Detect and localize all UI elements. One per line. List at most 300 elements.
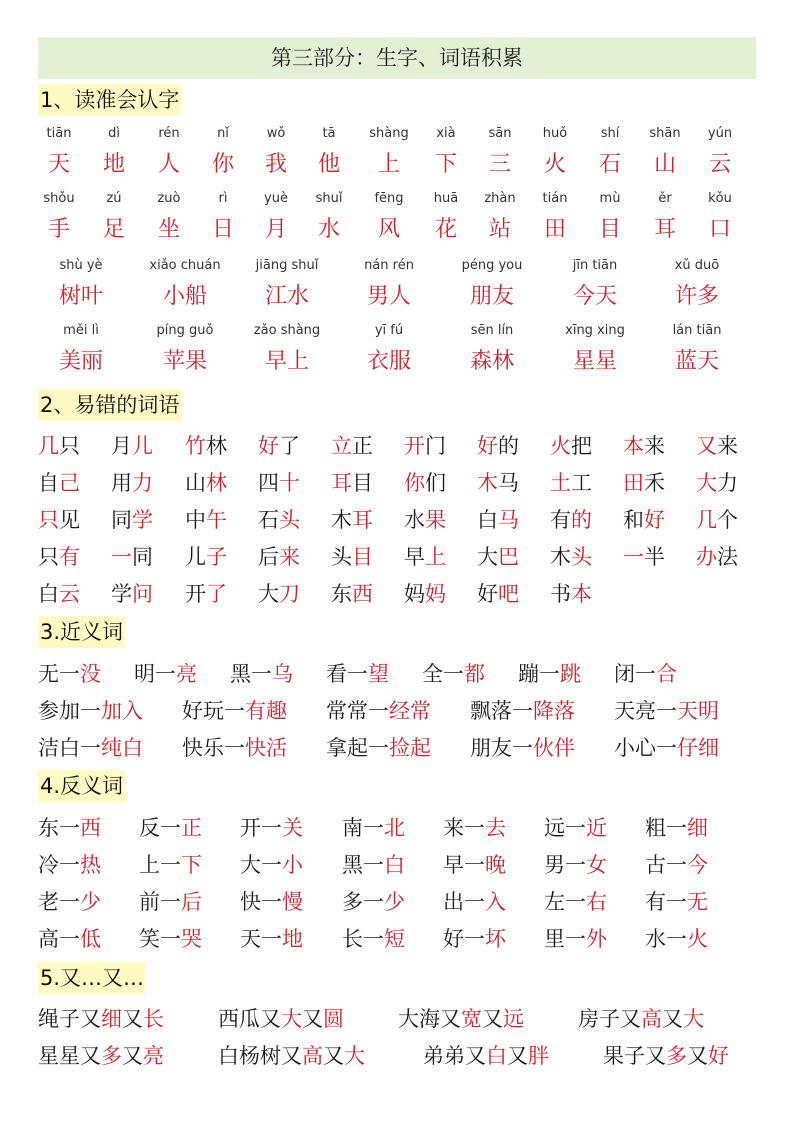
- character: 月: [264, 217, 288, 242]
- word-part: 了: [279, 434, 300, 458]
- word-part: 晚: [485, 853, 506, 877]
- word: [38, 1003, 164, 1035]
- word-part: 自: [38, 471, 59, 495]
- pinyin: kǒu: [708, 191, 732, 206]
- word-row: [0, 923, 794, 955]
- word: [696, 504, 738, 536]
- word-part: 好: [708, 1044, 729, 1068]
- word-part: 目: [352, 471, 373, 495]
- pinyin: xià: [436, 126, 456, 141]
- word-part: 立: [331, 434, 352, 458]
- word-part: 只: [59, 434, 80, 458]
- word: [443, 849, 506, 881]
- character: 三: [488, 152, 512, 177]
- word-part: 门: [425, 434, 446, 458]
- pinyin: wǒ: [266, 126, 286, 141]
- word-part: 一: [111, 545, 132, 569]
- pinyin: lán tiān: [672, 323, 722, 338]
- pinyin: shí: [600, 126, 620, 141]
- word-part: 午: [206, 508, 227, 532]
- word-part: 妈: [404, 582, 425, 606]
- word-part: 小心一: [614, 736, 677, 760]
- word-part: 的: [498, 434, 519, 458]
- word-part: 妈: [425, 582, 446, 606]
- pinyin: zuò: [157, 191, 181, 206]
- word-part: 又: [687, 1044, 708, 1068]
- word: [38, 467, 80, 499]
- character: 云: [708, 152, 732, 177]
- word-part: 无一: [38, 662, 80, 686]
- word: [185, 430, 227, 462]
- word-part: 西: [352, 582, 373, 606]
- word-part: 乌: [272, 662, 293, 686]
- word: [404, 578, 446, 610]
- word-part: 仔细: [677, 736, 719, 760]
- character: 石: [598, 152, 622, 177]
- word-part: 跳: [560, 662, 581, 686]
- word-part: 的: [571, 508, 592, 532]
- word: [38, 923, 101, 955]
- pinyin: yún: [707, 126, 733, 141]
- word-part: 黑一: [230, 662, 272, 686]
- pinyin: xǔ duō: [674, 258, 720, 273]
- word: [182, 695, 287, 727]
- word-part: 又: [122, 1044, 143, 1068]
- word-part: 入: [485, 890, 506, 914]
- word: [230, 658, 293, 690]
- character: 蓝天: [674, 349, 720, 374]
- word-part: 头: [571, 545, 592, 569]
- word-part: 快一: [240, 890, 282, 914]
- word: [134, 658, 197, 690]
- word-part: 学: [111, 582, 132, 606]
- pinyin: rén: [158, 126, 180, 141]
- word-part: 有趣: [245, 699, 287, 723]
- word-part: 正: [352, 434, 373, 458]
- word: [182, 732, 287, 764]
- word: [623, 541, 665, 573]
- word: [470, 732, 575, 764]
- word-part: 有: [59, 545, 80, 569]
- word-part: 早一: [443, 853, 485, 877]
- word: [614, 695, 719, 727]
- word-part: 好: [477, 434, 498, 458]
- word: [614, 732, 719, 764]
- word-part: 个: [717, 508, 738, 532]
- word-part: 合: [656, 662, 677, 686]
- word: [331, 578, 373, 610]
- pinyin: shù yè: [59, 258, 103, 273]
- word: [139, 849, 202, 881]
- word-part: 力: [132, 471, 153, 495]
- word: [423, 1040, 549, 1072]
- word-part: 笑一: [139, 927, 181, 951]
- word-part: 热: [80, 853, 101, 877]
- character-row: [0, 149, 794, 181]
- word: [404, 467, 446, 499]
- word-part: 你: [404, 471, 425, 495]
- word-part: 刀: [279, 582, 300, 606]
- word: [404, 541, 446, 573]
- word: [477, 467, 519, 499]
- word-part: 黑一: [342, 853, 384, 877]
- word-part: 又: [482, 1007, 503, 1031]
- word-part: 近: [586, 816, 607, 840]
- word-part: 大海又: [398, 1007, 461, 1031]
- word-part: 都: [464, 662, 485, 686]
- pinyin: xīng xing: [565, 323, 625, 338]
- word: [139, 886, 202, 918]
- word-part: 捡起: [389, 736, 431, 760]
- word-part: 参加一: [38, 699, 101, 723]
- word: [578, 1003, 704, 1035]
- word-part: 来: [717, 434, 738, 458]
- word-part: 天明: [677, 699, 719, 723]
- character: 天: [47, 152, 71, 177]
- word-part: 后: [258, 545, 279, 569]
- character-row: [0, 346, 794, 378]
- word-part: 水一: [645, 927, 687, 951]
- word-part: 白杨树又: [218, 1044, 302, 1068]
- word-part: 儿: [132, 434, 153, 458]
- word-part: 快活: [245, 736, 287, 760]
- character: 江水: [264, 284, 310, 309]
- word: [477, 578, 519, 610]
- word-part: 多一: [342, 890, 384, 914]
- pinyin: rì: [218, 191, 228, 206]
- word: [240, 812, 303, 844]
- word-part: 白: [486, 1044, 507, 1068]
- pinyin: shàng: [369, 126, 409, 141]
- word-part: 上: [425, 545, 446, 569]
- word: [38, 541, 80, 573]
- word: [331, 430, 373, 462]
- word-part: 四: [258, 471, 279, 495]
- word-part: 多: [101, 1044, 122, 1068]
- word-part: 南一: [342, 816, 384, 840]
- word: [326, 695, 431, 727]
- word-part: 法: [717, 545, 738, 569]
- word: [38, 430, 80, 462]
- word-part: 来: [644, 434, 665, 458]
- word-part: 又: [122, 1007, 143, 1031]
- word-part: 己: [59, 471, 80, 495]
- word: [518, 658, 581, 690]
- word: [544, 886, 607, 918]
- word-part: 多: [666, 1044, 687, 1068]
- word-part: 中: [185, 508, 206, 532]
- word-part: 出一: [443, 890, 485, 914]
- word: [258, 504, 300, 536]
- word-part: 老一: [38, 890, 80, 914]
- word-part: 有一: [645, 890, 687, 914]
- word: [342, 886, 405, 918]
- word-part: 高: [302, 1044, 323, 1068]
- word-part: 拿起一: [326, 736, 389, 760]
- word: [623, 467, 665, 499]
- pinyin: sēn lín: [470, 323, 514, 338]
- word-part: 子: [206, 545, 227, 569]
- word: [443, 923, 506, 955]
- word: [258, 430, 300, 462]
- pinyin-row: [0, 256, 794, 276]
- word-row: [0, 578, 794, 610]
- word-part: 头: [279, 508, 300, 532]
- character: 山: [653, 152, 677, 177]
- word: [240, 849, 303, 881]
- word: [443, 812, 506, 844]
- word: [477, 430, 519, 462]
- word-row: [0, 504, 794, 536]
- word-part: 宽: [461, 1007, 482, 1031]
- word-part: 白: [477, 508, 498, 532]
- word-part: 哭: [181, 927, 202, 951]
- word: [477, 504, 519, 536]
- word-part: 山: [185, 471, 206, 495]
- word-part: 又: [507, 1044, 528, 1068]
- character: 星星: [572, 349, 618, 374]
- word-part: 北: [384, 816, 405, 840]
- word-part: 短: [384, 927, 405, 951]
- pinyin: zǎo shàng: [253, 323, 321, 338]
- word-part: 林: [206, 471, 227, 495]
- word-part: 了: [206, 582, 227, 606]
- pinyin: měi lì: [63, 323, 99, 338]
- word-part: 闭一: [614, 662, 656, 686]
- word-part: 常常一: [326, 699, 389, 723]
- word-part: 弟弟又: [423, 1044, 486, 1068]
- word-part: 田: [623, 471, 644, 495]
- pinyin-row: [0, 124, 794, 144]
- pinyin: nán rén: [364, 258, 414, 273]
- word-part: 东: [331, 582, 352, 606]
- word-part: 下: [181, 853, 202, 877]
- word-part: 天亮一: [614, 699, 677, 723]
- character: 日: [211, 217, 235, 242]
- word: [404, 504, 446, 536]
- word-part: 同: [132, 545, 153, 569]
- word-part: 有: [550, 508, 571, 532]
- word-part: 木: [550, 545, 571, 569]
- word-part: 高一: [38, 927, 80, 951]
- character: 朋友: [469, 284, 515, 309]
- character: 下: [434, 152, 458, 177]
- word: [477, 541, 519, 573]
- word: [185, 541, 227, 573]
- word-part: 蹦一: [518, 662, 560, 686]
- word-part: 关: [282, 816, 303, 840]
- word-row: [0, 467, 794, 499]
- word-part: 耳: [352, 508, 373, 532]
- word-part: 小: [282, 853, 303, 877]
- word-part: 今: [687, 853, 708, 877]
- word-part: 竹: [185, 434, 206, 458]
- word-part: 东一: [38, 816, 80, 840]
- word: [331, 467, 373, 499]
- word-part: 大: [696, 471, 717, 495]
- word-part: 降落: [533, 699, 575, 723]
- word-part: 里一: [544, 927, 586, 951]
- word-part: 几: [38, 434, 59, 458]
- word-part: 见: [59, 508, 80, 532]
- word-part: 少: [384, 890, 405, 914]
- word-part: 同: [111, 508, 132, 532]
- word-part: 土: [550, 471, 571, 495]
- word-part: 大: [281, 1007, 302, 1031]
- character: 美丽: [58, 349, 104, 374]
- word-part: 大: [683, 1007, 704, 1031]
- word-part: 外: [586, 927, 607, 951]
- word-part: 十: [279, 471, 300, 495]
- section-heading-1: 1、读准会认字: [38, 84, 181, 116]
- pinyin: péng you: [461, 258, 523, 273]
- word-part: 西: [80, 816, 101, 840]
- character: 人: [157, 152, 181, 177]
- word: [696, 467, 738, 499]
- word-part: 粗一: [645, 816, 687, 840]
- character-row: [0, 281, 794, 313]
- word: [38, 578, 80, 610]
- word-part: 大: [344, 1044, 365, 1068]
- word: [544, 923, 607, 955]
- pinyin-row: [0, 189, 794, 209]
- pinyin: tā: [322, 126, 336, 141]
- word-part: 西瓜又: [218, 1007, 281, 1031]
- word-part: 又: [696, 434, 717, 458]
- word-part: 高: [641, 1007, 662, 1031]
- word: [38, 812, 101, 844]
- word-part: 马: [498, 471, 519, 495]
- word: [550, 541, 592, 573]
- word-part: 上一: [139, 853, 181, 877]
- word: [550, 578, 592, 610]
- word-part: 前一: [139, 890, 181, 914]
- word-part: 好玩一: [182, 699, 245, 723]
- word: [696, 541, 738, 573]
- word-part: 少: [80, 890, 101, 914]
- pinyin: dì: [108, 126, 120, 141]
- character: 你: [211, 152, 235, 177]
- word-part: 禾: [644, 471, 665, 495]
- word-part: 远一: [544, 816, 586, 840]
- word-part: 经常: [389, 699, 431, 723]
- word-part: 加入: [101, 699, 143, 723]
- word-part: 大一: [240, 853, 282, 877]
- word: [38, 849, 101, 881]
- word-part: 朋友一: [470, 736, 533, 760]
- pinyin: zhàn: [484, 191, 516, 206]
- pinyin: zú: [106, 191, 122, 206]
- word: [258, 578, 300, 610]
- word-part: 又: [662, 1007, 683, 1031]
- word-part: 左一: [544, 890, 586, 914]
- pinyin: shuǐ: [315, 191, 343, 206]
- word: [218, 1040, 365, 1072]
- pinyin: huā: [433, 191, 459, 206]
- word: [139, 812, 202, 844]
- character: 风: [377, 217, 401, 242]
- word-part: 问: [132, 582, 153, 606]
- word: [470, 695, 575, 727]
- word: [645, 849, 708, 881]
- character: 口: [708, 217, 732, 242]
- word-part: 本: [623, 434, 644, 458]
- word-part: 开: [185, 582, 206, 606]
- pinyin: fēng: [374, 191, 404, 206]
- word-row: [0, 658, 794, 690]
- word: [258, 541, 300, 573]
- word-part: 把: [571, 434, 592, 458]
- word-part: 没: [80, 662, 101, 686]
- word: [550, 504, 592, 536]
- word-part: 反一: [139, 816, 181, 840]
- word-part: 石: [258, 508, 279, 532]
- character: 坐: [157, 217, 181, 242]
- pinyin: nǐ: [217, 126, 229, 141]
- character: 许多: [674, 284, 720, 309]
- word-part: 女: [586, 853, 607, 877]
- word: [38, 695, 143, 727]
- character: 目: [598, 217, 622, 242]
- pinyin: sān: [488, 126, 512, 141]
- word-part: 早: [404, 545, 425, 569]
- section-heading-3: 3.近义词: [38, 616, 125, 648]
- word-part: 学: [132, 508, 153, 532]
- word-part: 开一: [240, 816, 282, 840]
- pinyin: tián: [542, 191, 568, 206]
- word-part: 好: [258, 434, 279, 458]
- word-part: 白: [384, 853, 405, 877]
- pinyin-row: [0, 321, 794, 341]
- word-part: 来一: [443, 816, 485, 840]
- word: [185, 467, 227, 499]
- character-row: [0, 214, 794, 246]
- pinyin: jīn tiān: [572, 258, 618, 273]
- word: [342, 849, 405, 881]
- character: 衣服: [366, 349, 412, 374]
- word-part: 白: [38, 582, 59, 606]
- word-part: 马: [498, 508, 519, 532]
- character: 苹果: [162, 349, 208, 374]
- word-part: 开: [404, 434, 425, 458]
- character: 树叶: [58, 284, 104, 309]
- word: [111, 430, 153, 462]
- word-part: 火: [550, 434, 571, 458]
- word-row: [0, 886, 794, 918]
- word-part: 古一: [645, 853, 687, 877]
- word-part: 右: [586, 890, 607, 914]
- character: 今天: [572, 284, 618, 309]
- word-part: 胖: [528, 1044, 549, 1068]
- word-part: 半: [644, 545, 665, 569]
- word-part: 办: [696, 545, 717, 569]
- pinyin: shǒu: [43, 191, 75, 206]
- section-heading-2: 2、易错的词语: [38, 389, 181, 421]
- pinyin: píng guǒ: [156, 323, 214, 338]
- word-part: 力: [717, 471, 738, 495]
- word-part: 工: [571, 471, 592, 495]
- word-part: 看一: [326, 662, 368, 686]
- word: [645, 812, 708, 844]
- word-part: 大: [258, 582, 279, 606]
- word-part: 又: [302, 1007, 323, 1031]
- word: [623, 504, 665, 536]
- word-part: 大: [477, 545, 498, 569]
- word-part: 和: [623, 508, 644, 532]
- word-part: 天一: [240, 927, 282, 951]
- word-part: 飘落一: [470, 699, 533, 723]
- pinyin: yī fú: [374, 323, 404, 338]
